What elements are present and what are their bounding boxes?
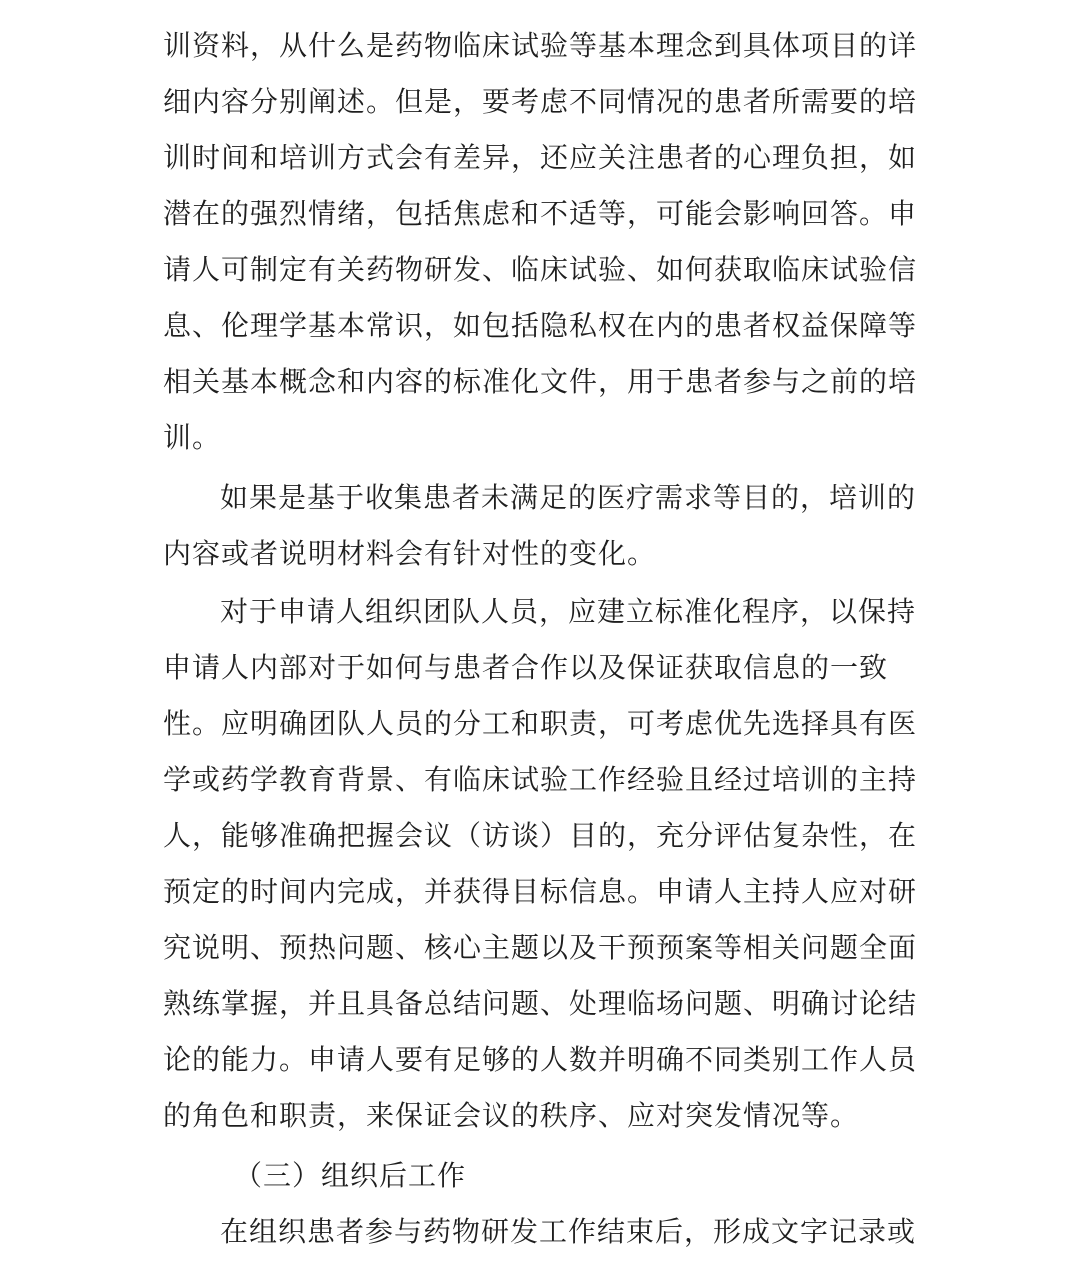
- paragraph-line: 论的能力。申请人要有足够的人数并明确不同类别工作人员: [163, 1043, 918, 1076]
- paragraph-line: 预定的时间内完成，并获得目标信息。申请人主持人应对研: [163, 875, 918, 908]
- paragraph-line: 训资料，从什么是药物临床试验等基本理念到具体项目的详: [163, 29, 918, 62]
- paragraph-line: 训。: [163, 421, 222, 454]
- paragraph-line: 内容或者说明材料会有针对性的变化。: [163, 537, 657, 570]
- paragraph-line: 细内容分别阐述。但是，要考虑不同情况的患者所需要的培: [163, 85, 918, 118]
- section-heading: （三）组织后工作: [234, 1159, 467, 1192]
- paragraph-line: 究说明、预热问题、核心主题以及干预预案等相关问题全面: [163, 931, 918, 964]
- paragraph-line: 的角色和职责，来保证会议的秩序、应对突发情况等。: [163, 1099, 860, 1132]
- paragraph-line: 对于申请人组织团队人员，应建立标准化程序，以保持: [220, 595, 917, 628]
- paragraph-line: 请人可制定有关药物研发、临床试验、如何获取临床试验信: [163, 253, 918, 286]
- paragraph-line: 息、伦理学基本常识，如包括隐私权在内的患者权益保障等: [163, 309, 918, 342]
- paragraph-line: 申请人内部对于如何与患者合作以及保证获取信息的一致: [163, 651, 889, 684]
- paragraph-line: 熟练掌握，并且具备总结问题、处理临场问题、明确讨论结: [163, 987, 918, 1020]
- paragraph-line: 人，能够准确把握会议（访谈）目的，充分评估复杂性，在: [163, 819, 918, 852]
- paragraph-line: 训时间和培训方式会有差异，还应关注患者的心理负担，如: [163, 141, 918, 174]
- paragraph-line: 潜在的强烈情绪，包括焦虑和不适等，可能会影响回答。申: [163, 197, 918, 230]
- paragraph-line: 学或药学教育背景、有临床试验工作经验且经过培训的主持: [163, 763, 918, 796]
- paragraph-line: 相关基本概念和内容的标准化文件，用于患者参与之前的培: [163, 365, 918, 398]
- paragraph-line: 在组织患者参与药物研发工作结束后，形成文字记录或: [220, 1215, 917, 1248]
- paragraph-line: 性。应明确团队人员的分工和职责，可考虑优先选择具有医: [163, 707, 918, 740]
- paragraph-line: 如果是基于收集患者未满足的医疗需求等目的，培训的: [220, 481, 917, 514]
